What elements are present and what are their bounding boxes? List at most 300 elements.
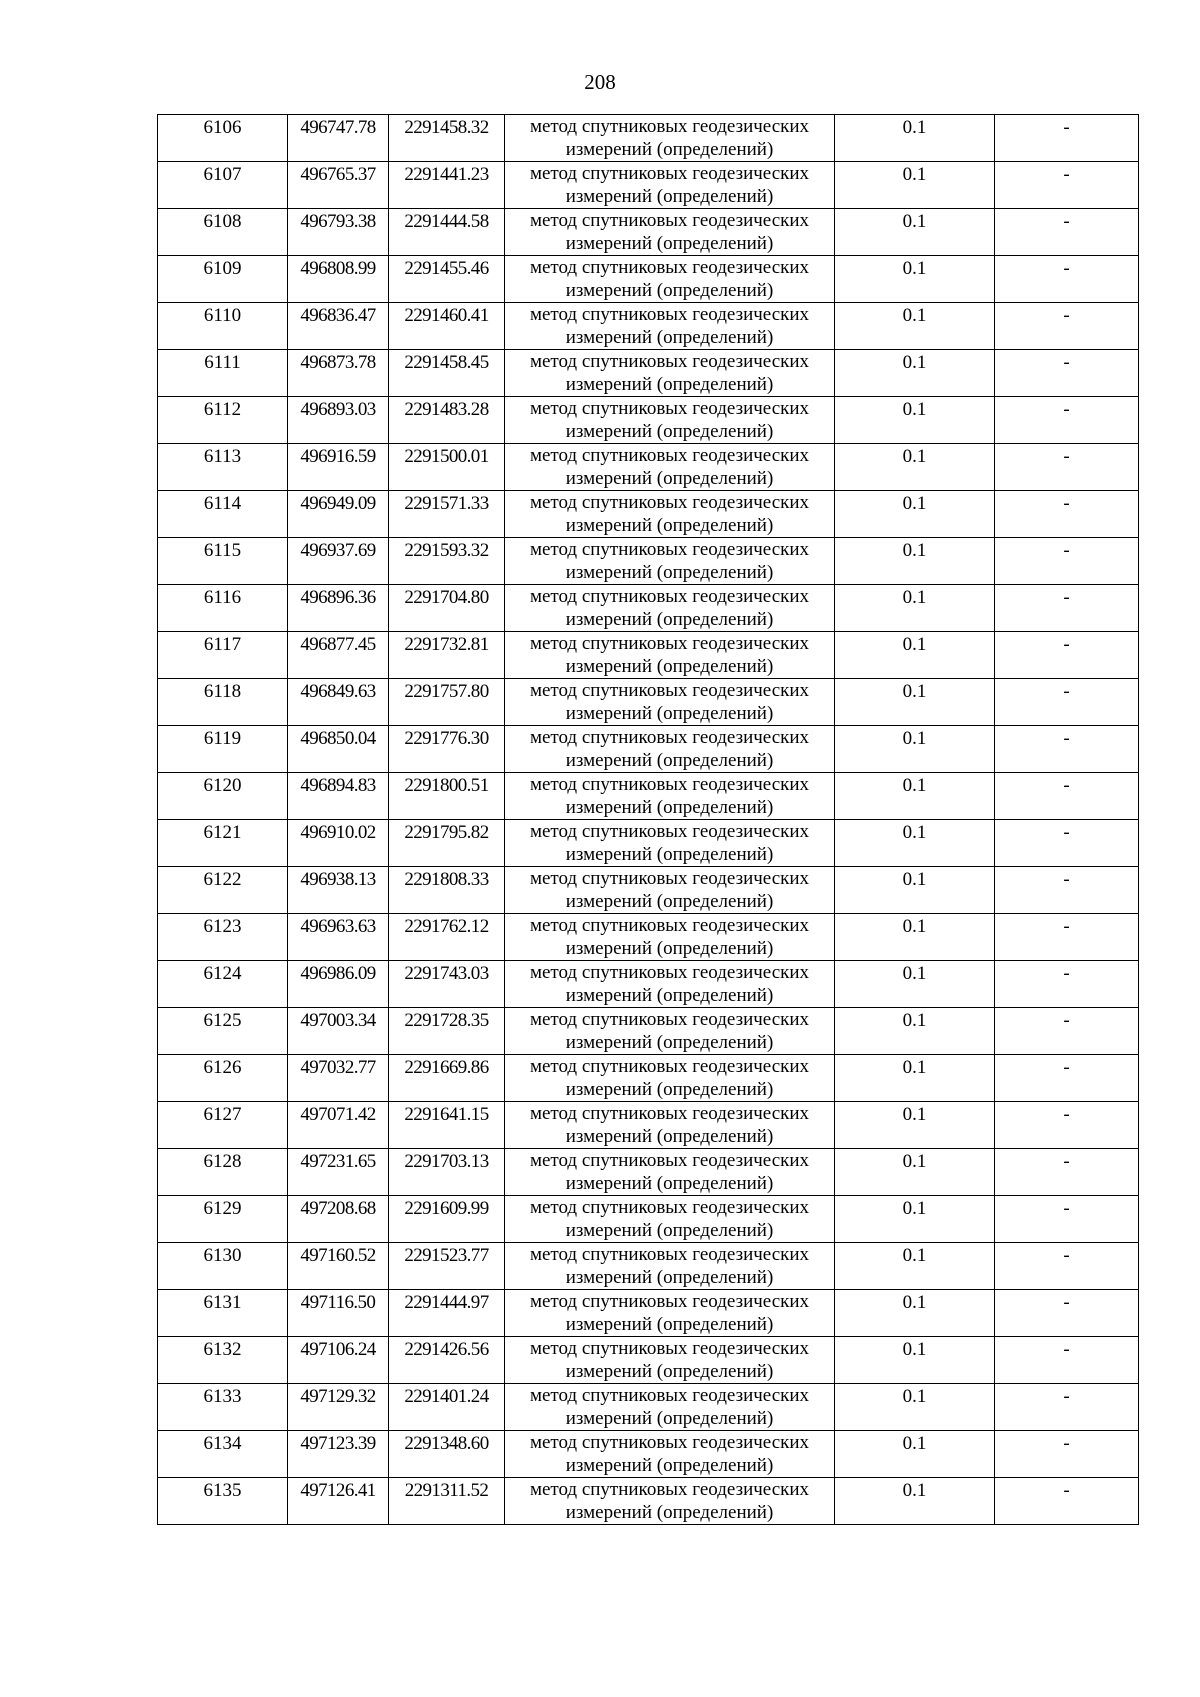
method-line-1: метод спутниковых геодезических (529, 962, 810, 983)
accuracy-cell (835, 1431, 995, 1478)
point-number-cell-text: 6113 (203, 446, 242, 467)
note-cell (995, 726, 1139, 773)
method-line-2: измерений (определений) (565, 1455, 774, 1476)
accuracy-cell (835, 679, 995, 726)
method-cell (505, 726, 835, 773)
note-cell-text: - (1063, 634, 1070, 655)
note-cell-text: - (1063, 1198, 1070, 1219)
y-coordinate-cell-text: 2291460.41 (404, 305, 489, 326)
point-number-cell-text: 6125 (203, 1010, 242, 1031)
method-line-2: измерений (определений) (565, 938, 774, 959)
note-cell-text: - (1063, 211, 1070, 232)
point-number-cell-text: 6128 (203, 1151, 242, 1172)
point-number-cell (158, 491, 288, 538)
point-number-cell-text: 6121 (203, 822, 242, 843)
accuracy-cell-text: 0.1 (902, 963, 927, 984)
y-coordinate-cell (389, 1478, 505, 1525)
method-line-1: метод спутниковых геодезических (529, 868, 810, 889)
x-coordinate-cell (288, 1055, 389, 1102)
method-line-1: метод спутниковых геодезических (529, 1056, 810, 1077)
point-number-cell (158, 1008, 288, 1055)
method-line-2: измерений (определений) (565, 1079, 774, 1100)
note-cell (995, 115, 1139, 162)
method-cell (505, 1431, 835, 1478)
point-number-cell (158, 1055, 288, 1102)
y-coordinate-cell (389, 679, 505, 726)
method-line-2: измерений (определений) (565, 609, 774, 630)
method-cell (505, 632, 835, 679)
table-row (158, 632, 1139, 679)
method-cell (505, 491, 835, 538)
point-number-cell-text: 6118 (203, 681, 242, 702)
x-coordinate-cell-text: 496896.36 (300, 587, 376, 608)
method-line-1: метод спутниковых геодезических (529, 1338, 810, 1359)
point-number-cell (158, 679, 288, 726)
point-number-cell-text: 6127 (203, 1104, 242, 1125)
y-coordinate-cell-text: 2291800.51 (404, 775, 489, 796)
y-coordinate-cell (389, 961, 505, 1008)
method-cell (505, 1337, 835, 1384)
y-coordinate-cell-text: 2291704.80 (404, 587, 489, 608)
note-cell-text: - (1063, 681, 1070, 702)
note-cell-text: - (1063, 728, 1070, 749)
method-line-1: метод спутниковых геодезических (529, 1197, 810, 1218)
note-cell (995, 773, 1139, 820)
note-cell-text: - (1063, 775, 1070, 796)
y-coordinate-cell-text: 2291757.80 (404, 681, 489, 702)
y-coordinate-cell-text: 2291743.03 (404, 963, 489, 984)
point-number-cell (158, 397, 288, 444)
method-line-1: метод спутниковых геодезических (529, 1009, 810, 1030)
point-number-cell (158, 256, 288, 303)
method-line-2: измерений (определений) (565, 1126, 774, 1147)
x-coordinate-cell-text: 496910.02 (300, 822, 376, 843)
note-cell-text: - (1063, 1386, 1070, 1407)
note-cell-text: - (1063, 1057, 1070, 1078)
note-cell (995, 1149, 1139, 1196)
x-coordinate-cell (288, 538, 389, 585)
x-coordinate-cell-text: 496873.78 (300, 352, 376, 373)
note-cell (995, 632, 1139, 679)
point-number-cell (158, 209, 288, 256)
accuracy-cell (835, 773, 995, 820)
method-line-2: измерений (определений) (565, 1220, 774, 1241)
note-cell (995, 303, 1139, 350)
y-coordinate-cell-text: 2291441.23 (404, 164, 489, 185)
method-line-2: измерений (определений) (565, 515, 774, 536)
y-coordinate-cell-text: 2291762.12 (404, 916, 489, 937)
accuracy-cell (835, 209, 995, 256)
point-number-cell-text: 6108 (203, 211, 242, 232)
y-coordinate-cell-text: 2291732.81 (404, 634, 489, 655)
x-coordinate-cell (288, 1196, 389, 1243)
point-number-cell-text: 6111 (204, 352, 241, 373)
table-row (158, 397, 1139, 444)
y-coordinate-cell-text: 2291609.99 (404, 1198, 489, 1219)
x-coordinate-cell-text: 497003.34 (300, 1010, 376, 1031)
accuracy-cell-text: 0.1 (902, 1245, 927, 1266)
method-cell (505, 162, 835, 209)
method-cell (505, 397, 835, 444)
y-coordinate-cell (389, 773, 505, 820)
method-line-1: метод спутниковых геодезических (529, 1385, 810, 1406)
accuracy-cell (835, 961, 995, 1008)
note-cell-text: - (1063, 1010, 1070, 1031)
method-cell (505, 1196, 835, 1243)
table-row (158, 1337, 1139, 1384)
x-coordinate-cell (288, 820, 389, 867)
method-cell (505, 538, 835, 585)
method-line-1: метод спутниковых геодезических (529, 774, 810, 795)
y-coordinate-cell (389, 162, 505, 209)
accuracy-cell (835, 1337, 995, 1384)
y-coordinate-cell-text: 2291458.45 (404, 352, 489, 373)
y-coordinate-cell (389, 256, 505, 303)
method-line-1: метод спутниковых геодезических (529, 1244, 810, 1265)
y-coordinate-cell-text: 2291641.15 (404, 1104, 489, 1125)
method-line-2: измерений (определений) (565, 139, 774, 160)
y-coordinate-cell (389, 726, 505, 773)
method-cell (505, 115, 835, 162)
point-number-cell (158, 1149, 288, 1196)
x-coordinate-cell (288, 679, 389, 726)
note-cell (995, 1102, 1139, 1149)
x-coordinate-cell (288, 1478, 389, 1525)
y-coordinate-cell-text: 2291669.86 (404, 1057, 489, 1078)
method-line-1: метод спутниковых геодезических (529, 351, 810, 372)
method-line-2: измерений (определений) (565, 186, 774, 207)
y-coordinate-cell (389, 1008, 505, 1055)
note-cell-text: - (1063, 1433, 1070, 1454)
method-cell (505, 1008, 835, 1055)
point-number-cell-text: 6134 (203, 1433, 242, 1454)
method-line-1: метод спутниковых геодезических (529, 821, 810, 842)
point-number-cell-text: 6114 (203, 493, 242, 514)
method-line-1: метод спутниковых геодезических (529, 445, 810, 466)
table-row (158, 209, 1139, 256)
coordinates-table (157, 114, 1139, 1525)
method-line-2: измерений (определений) (565, 374, 774, 395)
point-number-cell-text: 6106 (203, 117, 242, 138)
accuracy-cell (835, 1008, 995, 1055)
method-line-1: метод спутниковых геодезических (529, 633, 810, 654)
method-line-2: измерений (определений) (565, 1314, 774, 1335)
y-coordinate-cell (389, 538, 505, 585)
y-coordinate-cell-text: 2291703.13 (404, 1151, 489, 1172)
table-row (158, 1478, 1139, 1525)
y-coordinate-cell-text: 2291444.58 (404, 211, 489, 232)
point-number-cell (158, 1337, 288, 1384)
x-coordinate-cell (288, 209, 389, 256)
x-coordinate-cell-text: 497032.77 (300, 1057, 376, 1078)
point-number-cell (158, 820, 288, 867)
y-coordinate-cell-text: 2291523.77 (404, 1245, 489, 1266)
method-line-1: метод спутниковых геодезических (529, 1150, 810, 1171)
accuracy-cell (835, 585, 995, 632)
point-number-cell (158, 961, 288, 1008)
table-row (158, 256, 1139, 303)
accuracy-cell (835, 538, 995, 585)
table-row (158, 773, 1139, 820)
method-cell (505, 350, 835, 397)
method-line-2: измерений (определений) (565, 468, 774, 489)
method-line-1: метод спутниковых геодезических (529, 257, 810, 278)
method-cell (505, 256, 835, 303)
x-coordinate-cell-text: 497116.50 (300, 1292, 376, 1313)
x-coordinate-cell (288, 1384, 389, 1431)
method-cell (505, 961, 835, 1008)
method-line-1: метод спутниковых геодезических (529, 1291, 810, 1312)
y-coordinate-cell-text: 2291571.33 (404, 493, 489, 514)
note-cell-text: - (1063, 1480, 1070, 1501)
point-number-cell-text: 6123 (203, 916, 242, 937)
y-coordinate-cell (389, 350, 505, 397)
accuracy-cell-text: 0.1 (902, 1010, 927, 1031)
method-line-2: измерений (определений) (565, 703, 774, 724)
point-number-cell (158, 773, 288, 820)
note-cell (995, 1384, 1139, 1431)
note-cell (995, 820, 1139, 867)
accuracy-cell-text: 0.1 (902, 1151, 927, 1172)
note-cell-text: - (1063, 1292, 1070, 1313)
method-line-2: измерений (определений) (565, 327, 774, 348)
accuracy-cell-text: 0.1 (902, 1292, 927, 1313)
accuracy-cell (835, 1055, 995, 1102)
y-coordinate-cell-text: 2291426.56 (404, 1339, 489, 1360)
accuracy-cell-text: 0.1 (902, 1386, 927, 1407)
x-coordinate-cell (288, 585, 389, 632)
accuracy-cell (835, 1243, 995, 1290)
method-cell (505, 1243, 835, 1290)
y-coordinate-cell (389, 1102, 505, 1149)
x-coordinate-cell-text: 496986.09 (300, 963, 376, 984)
accuracy-cell-text: 0.1 (902, 728, 927, 749)
method-cell (505, 679, 835, 726)
x-coordinate-cell-text: 496793.38 (300, 211, 376, 232)
x-coordinate-cell-text: 496877.45 (300, 634, 376, 655)
note-cell-text: - (1063, 1151, 1070, 1172)
accuracy-cell-text: 0.1 (902, 1433, 927, 1454)
table-row (158, 1055, 1139, 1102)
method-line-2: измерений (определений) (565, 280, 774, 301)
point-number-cell-text: 6129 (203, 1198, 242, 1219)
x-coordinate-cell-text: 497126.41 (300, 1480, 376, 1501)
point-number-cell (158, 1243, 288, 1290)
note-cell (995, 1055, 1139, 1102)
method-line-2: измерений (определений) (565, 1267, 774, 1288)
accuracy-cell (835, 350, 995, 397)
x-coordinate-cell (288, 491, 389, 538)
accuracy-cell (835, 162, 995, 209)
x-coordinate-cell (288, 115, 389, 162)
method-cell (505, 1149, 835, 1196)
note-cell (995, 538, 1139, 585)
accuracy-cell-text: 0.1 (902, 775, 927, 796)
table-row (158, 1008, 1139, 1055)
method-line-2: измерений (определений) (565, 1173, 774, 1194)
method-cell (505, 1384, 835, 1431)
method-line-1: метод спутниковых геодезических (529, 163, 810, 184)
point-number-cell-text: 6116 (203, 587, 242, 608)
x-coordinate-cell-text: 497231.65 (300, 1151, 376, 1172)
note-cell-text: - (1063, 963, 1070, 984)
accuracy-cell-text: 0.1 (902, 540, 927, 561)
x-coordinate-cell (288, 1431, 389, 1478)
method-line-2: измерений (определений) (565, 1361, 774, 1382)
method-line-1: метод спутниковых геодезических (529, 586, 810, 607)
point-number-cell (158, 444, 288, 491)
x-coordinate-cell-text: 497129.32 (300, 1386, 376, 1407)
accuracy-cell-text: 0.1 (902, 1104, 927, 1125)
accuracy-cell (835, 1290, 995, 1337)
y-coordinate-cell (389, 444, 505, 491)
y-coordinate-cell-text: 2291776.30 (404, 728, 489, 749)
accuracy-cell-text: 0.1 (902, 634, 927, 655)
x-coordinate-cell-text: 497071.42 (300, 1104, 376, 1125)
method-cell (505, 1102, 835, 1149)
accuracy-cell-text: 0.1 (902, 1057, 927, 1078)
y-coordinate-cell (389, 1290, 505, 1337)
x-coordinate-cell (288, 1243, 389, 1290)
point-number-cell (158, 914, 288, 961)
note-cell (995, 397, 1139, 444)
method-cell (505, 585, 835, 632)
x-coordinate-cell-text: 496949.09 (300, 493, 376, 514)
table-row (158, 726, 1139, 773)
x-coordinate-cell-text: 496808.99 (300, 258, 376, 279)
method-cell (505, 1290, 835, 1337)
x-coordinate-cell-text: 496836.47 (300, 305, 376, 326)
point-number-cell-text: 6132 (203, 1339, 242, 1360)
y-coordinate-cell-text: 2291444.97 (404, 1292, 489, 1313)
table-row (158, 1243, 1139, 1290)
y-coordinate-cell (389, 914, 505, 961)
accuracy-cell-text: 0.1 (902, 1198, 927, 1219)
method-line-1: метод спутниковых геодезических (529, 680, 810, 701)
x-coordinate-cell (288, 867, 389, 914)
table-row (158, 1196, 1139, 1243)
note-cell-text: - (1063, 258, 1070, 279)
y-coordinate-cell (389, 1196, 505, 1243)
method-line-2: измерений (определений) (565, 233, 774, 254)
note-cell-text: - (1063, 117, 1070, 138)
table-row (158, 162, 1139, 209)
y-coordinate-cell (389, 632, 505, 679)
x-coordinate-cell (288, 914, 389, 961)
point-number-cell (158, 1102, 288, 1149)
table-row (158, 115, 1139, 162)
x-coordinate-cell-text: 496765.37 (300, 164, 376, 185)
point-number-cell-text: 6115 (203, 540, 242, 561)
accuracy-cell (835, 444, 995, 491)
point-number-cell (158, 1478, 288, 1525)
x-coordinate-cell (288, 256, 389, 303)
method-line-1: метод спутниковых геодезических (529, 304, 810, 325)
table-row (158, 538, 1139, 585)
x-coordinate-cell (288, 350, 389, 397)
note-cell (995, 867, 1139, 914)
x-coordinate-cell (288, 961, 389, 1008)
point-number-cell-text: 6130 (203, 1245, 242, 1266)
table-row (158, 350, 1139, 397)
point-number-cell (158, 1290, 288, 1337)
y-coordinate-cell (389, 1149, 505, 1196)
table-row (158, 1102, 1139, 1149)
accuracy-cell (835, 1102, 995, 1149)
point-number-cell-text: 6124 (203, 963, 242, 984)
x-coordinate-cell-text: 496893.03 (300, 399, 376, 420)
y-coordinate-cell (389, 1055, 505, 1102)
y-coordinate-cell-text: 2291500.01 (404, 446, 489, 467)
accuracy-cell (835, 726, 995, 773)
method-line-2: измерений (определений) (565, 985, 774, 1006)
x-coordinate-cell (288, 1290, 389, 1337)
accuracy-cell-text: 0.1 (902, 164, 927, 185)
method-cell (505, 773, 835, 820)
point-number-cell (158, 726, 288, 773)
y-coordinate-cell (389, 115, 505, 162)
y-coordinate-cell-text: 2291728.35 (404, 1010, 489, 1031)
accuracy-cell-text: 0.1 (902, 916, 927, 937)
point-number-cell-text: 6135 (203, 1480, 242, 1501)
note-cell-text: - (1063, 352, 1070, 373)
table-row (158, 679, 1139, 726)
accuracy-cell (835, 256, 995, 303)
method-line-2: измерений (определений) (565, 1408, 774, 1429)
method-line-2: измерений (определений) (565, 891, 774, 912)
table-row (158, 914, 1139, 961)
x-coordinate-cell-text: 496894.83 (300, 775, 376, 796)
x-coordinate-cell-text: 497106.24 (300, 1339, 376, 1360)
method-line-2: измерений (определений) (565, 656, 774, 677)
point-number-cell (158, 115, 288, 162)
method-line-1: метод спутниковых геодезических (529, 398, 810, 419)
y-coordinate-cell-text: 2291311.52 (404, 1480, 489, 1501)
point-number-cell-text: 6117 (203, 634, 242, 655)
point-number-cell-text: 6122 (203, 869, 242, 890)
accuracy-cell-text: 0.1 (902, 117, 927, 138)
method-cell (505, 867, 835, 914)
method-cell (505, 1055, 835, 1102)
point-number-cell (158, 1384, 288, 1431)
y-coordinate-cell (389, 491, 505, 538)
note-cell-text: - (1063, 1245, 1070, 1266)
method-cell (505, 914, 835, 961)
table-row (158, 303, 1139, 350)
method-line-1: метод спутниковых геодезических (529, 915, 810, 936)
x-coordinate-cell-text: 496938.13 (300, 869, 376, 890)
method-cell (505, 1478, 835, 1525)
y-coordinate-cell (389, 1243, 505, 1290)
accuracy-cell (835, 820, 995, 867)
method-line-1: метод спутниковых геодезических (529, 492, 810, 513)
note-cell-text: - (1063, 822, 1070, 843)
point-number-cell-text: 6107 (203, 164, 242, 185)
point-number-cell (158, 538, 288, 585)
x-coordinate-cell-text: 496850.04 (300, 728, 376, 749)
accuracy-cell-text: 0.1 (902, 587, 927, 608)
accuracy-cell-text: 0.1 (902, 305, 927, 326)
y-coordinate-cell-text: 2291593.32 (404, 540, 489, 561)
note-cell (995, 350, 1139, 397)
note-cell (995, 1243, 1139, 1290)
accuracy-cell-text: 0.1 (902, 258, 927, 279)
x-coordinate-cell (288, 303, 389, 350)
y-coordinate-cell (389, 1337, 505, 1384)
x-coordinate-cell (288, 162, 389, 209)
method-cell (505, 444, 835, 491)
y-coordinate-cell (389, 1384, 505, 1431)
